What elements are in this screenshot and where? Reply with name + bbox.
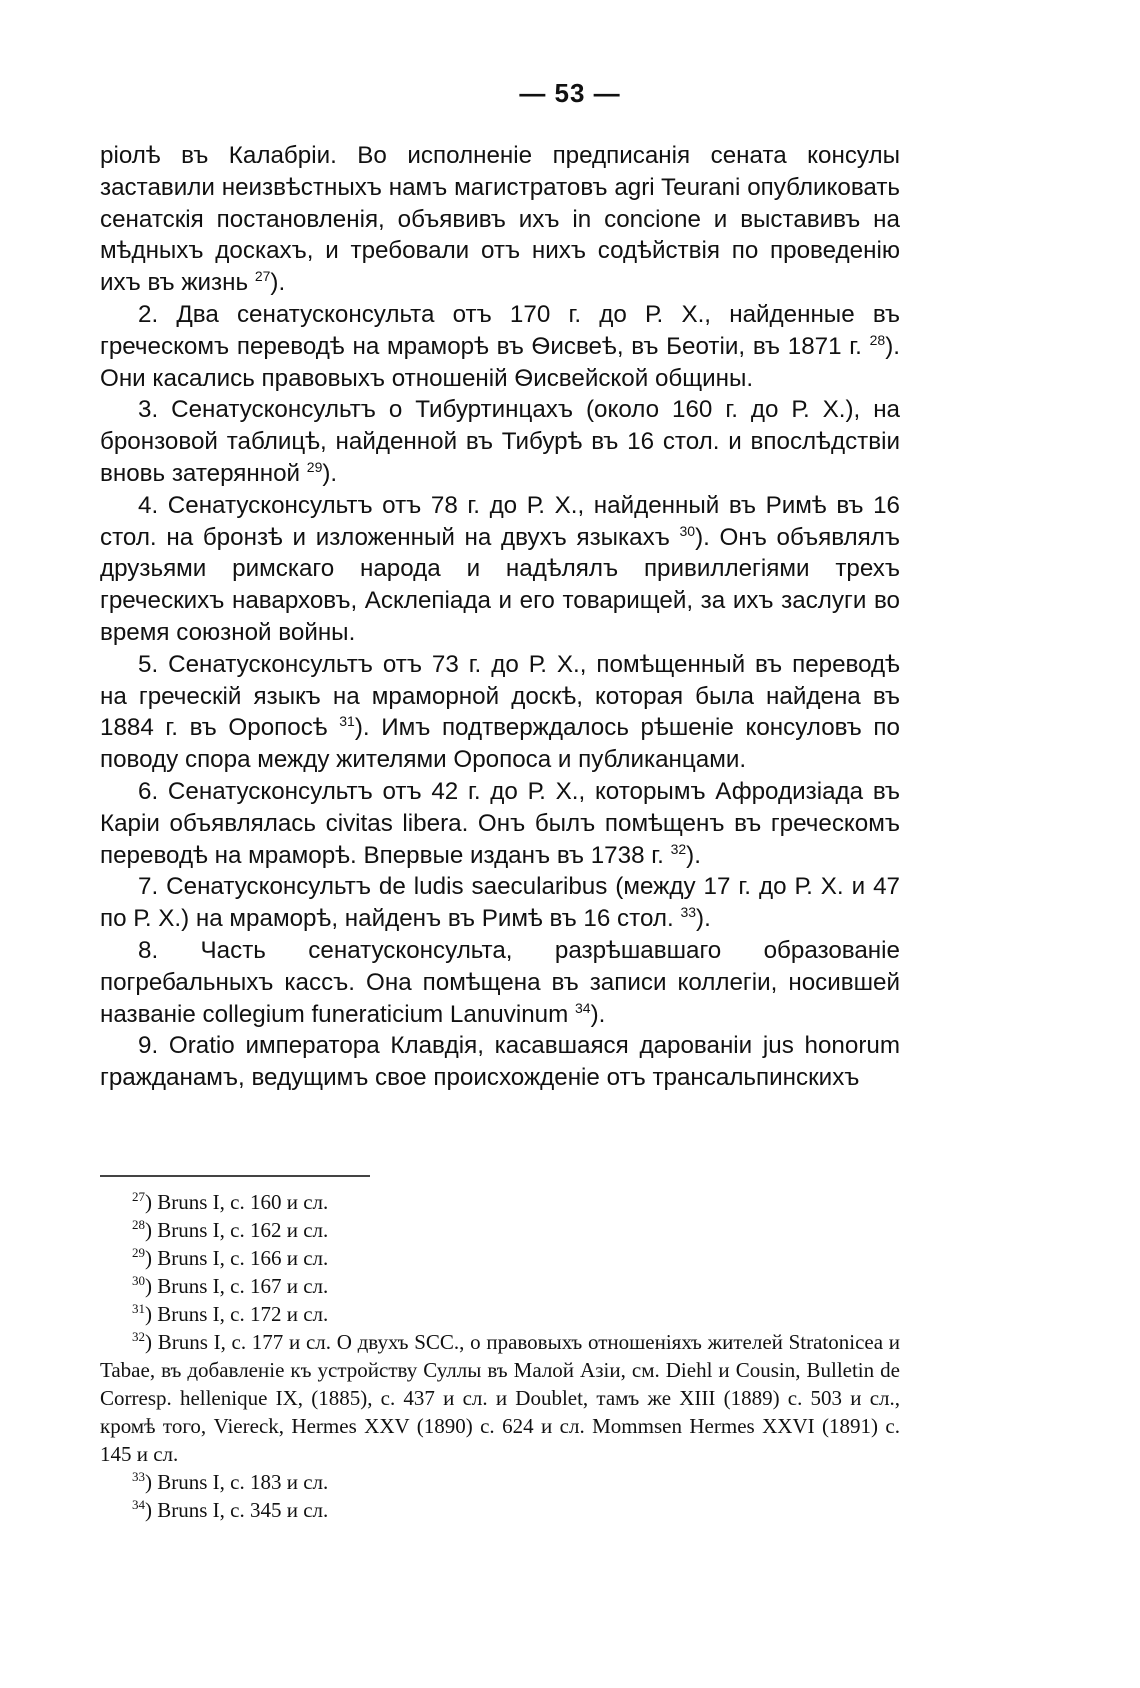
footnote-ref: 27	[254, 268, 271, 285]
footnote-mark: 27	[132, 1189, 145, 1204]
paragraph-tail: ). Онъ объявлялъ друзьями римскаго народа и надѣлялъ привиллегіями трехъ греческихъ наварховъ, Асклепіада и его товарищей, за ихъ заслуги во время союзной войны.	[100, 523, 900, 646]
paragraph-text: 9. Oratio императора Клавдія, касавшаяся дарованіи jus honorum гражданамъ, ведущимъ свое происхожденіе отъ трансальпинскихъ	[100, 1032, 900, 1092]
footnote-text: ) Bruns I, c. 172 и сл.	[145, 1302, 329, 1326]
paragraph-continuation	[100, 140, 900, 299]
main-text	[100, 140, 900, 1094]
footnote	[100, 1328, 900, 1468]
footnote	[100, 1496, 900, 1524]
footnote-ref: 31	[339, 713, 355, 730]
footnote-text: ) Bruns I, c. 345 и сл.	[145, 1498, 329, 1522]
paragraph-text: 2. Два сенатусконсульта отъ 170 г. до Р. X., найденные въ греческомъ переводѣ на мраморѣ въ Ѳисвеѣ, въ Беотіи, въ 1871 г.	[100, 300, 900, 360]
paragraph-tail: ).	[270, 269, 286, 297]
footnote-separator	[100, 1175, 370, 1177]
paragraph-tail: ).	[686, 841, 701, 869]
footnote-text: ) Bruns I, c. 167 и сл.	[145, 1274, 329, 1298]
paragraph-tail: ).	[322, 459, 338, 487]
footnote	[100, 1300, 900, 1328]
paragraph-item-7	[100, 871, 900, 935]
footnote-ref: 33	[680, 904, 697, 921]
footnotes	[100, 1188, 900, 1524]
footnote	[100, 1216, 900, 1244]
footnote-ref: 32	[670, 840, 687, 857]
footnote	[100, 1188, 900, 1216]
paragraph-item-2	[100, 299, 900, 394]
footnote-ref: 29	[306, 458, 323, 475]
footnote-ref: 28	[869, 331, 886, 348]
paragraph-text: 4. Сенатусконсультъ отъ 78 г. до Р. X., найденный въ Римѣ въ 16 стол. на бронзѣ и изложенный на двухъ языкахъ	[100, 491, 900, 551]
footnote-mark: 29	[132, 1245, 145, 1260]
footnote-mark: 33	[132, 1469, 145, 1484]
paragraph-text: ріолѣ въ Калабріи. Во исполненіе предписанія сената консулы заставили неизвѣстныхъ намъ магистратовъ agri Teurani опубликовать сенатскія постановленія, объявивъ ихъ in concione и выставивъ на мѣдныхъ доскахъ, и требовали отъ нихъ содѣйствія по проведенію ихъ въ жизнь	[100, 142, 900, 297]
page-number: — 53 —	[519, 78, 621, 108]
paragraph-text: 3. Сенатусконсультъ о Тибуртинцахъ (около 160 г. до Р. X.), на бронзовой таблицѣ, найденной въ Тибурѣ въ 16 стол. и впослѣдствіи вновь затерянной	[100, 396, 900, 487]
footnote	[100, 1468, 900, 1496]
footnote-text: ) Bruns I, c. 183 и сл.	[145, 1470, 329, 1494]
paragraph-item-5	[100, 649, 900, 776]
footnote-text: ) Bruns I, c. 177 и сл. О двухъ SCC., о правовыхъ отношеніяхъ жителей Stratonicea и Tabae, въ добавленіе къ устройству Суллы въ Малой Азіи, см. Diehl и Cousin, Bulletin de Corresp. hellenique IX, (1885), c. 437 и сл. и Doublet, тамъ же XIII (1889) c. 503 и сл., кромѣ того, Viereck, Hermes XXV (1890) c. 624 и сл. Mommsen Hermes XXVI (1891) c. 145 и сл.	[100, 1330, 900, 1466]
footnote-text: ) Bruns I, c. 166 и сл.	[145, 1246, 329, 1270]
footnote	[100, 1272, 900, 1300]
paragraph-item-4	[100, 490, 900, 649]
paragraph-tail: ). Они касались правовыхъ отношеній Ѳисвейской общины.	[100, 332, 900, 392]
paragraph-item-8	[100, 935, 900, 1030]
footnote-text: ) Bruns I, c. 160 и сл.	[145, 1190, 329, 1214]
paragraph-text: 7. Сенатусконсультъ de ludis saecularibus (между 17 г. до Р. X. и 47 по Р. X.) на мраморѣ, найденъ въ Римѣ въ 16 стол.	[100, 873, 900, 933]
paragraph-text: 8. Часть сенатусконсульта, разрѣшавшаго образованіе погребальныхъ кассъ. Она помѣщена въ записи коллегіи, носившей названіе collegium funeraticium Lanuvinum	[100, 936, 900, 1028]
footnote-mark: 28	[132, 1217, 145, 1232]
footnote-mark: 34	[132, 1497, 145, 1512]
paragraph-tail: ). Имъ подтверждалось рѣшеніе консуловъ по поводу спора между жителями Оропоса и публиканцами.	[100, 714, 900, 774]
footnote-mark: 31	[132, 1301, 145, 1316]
paragraph-tail: ).	[590, 1000, 606, 1028]
paragraph-item-6	[100, 776, 900, 871]
paragraph-text: 6. Сенатусконсультъ отъ 42 г. до Р. X., которымъ Афродизіада въ Каріи объявлялась civitas libera. Онъ былъ помѣщенъ въ греческомъ переводѣ на мраморѣ. Впервые изданъ въ 1738 г.	[100, 777, 900, 869]
paragraph-text: 5. Сенатусконсультъ отъ 73 г. до Р. X., помѣщенный въ переводѣ на греческій языкъ на мраморной доскѣ, которая была найдена въ 1884 г. въ Оропосѣ	[100, 650, 900, 742]
footnote	[100, 1244, 900, 1272]
footnote-mark: 30	[132, 1273, 145, 1288]
paragraph-item-9	[100, 1030, 900, 1094]
footnote-text: ) Bruns I, c. 162 и сл.	[145, 1218, 329, 1242]
paragraph-item-3	[100, 394, 900, 489]
footnote-ref: 30	[679, 522, 696, 539]
footnote-mark: 32	[132, 1329, 145, 1344]
footnote-ref: 34	[574, 999, 591, 1016]
paragraph-tail: ).	[696, 905, 711, 933]
